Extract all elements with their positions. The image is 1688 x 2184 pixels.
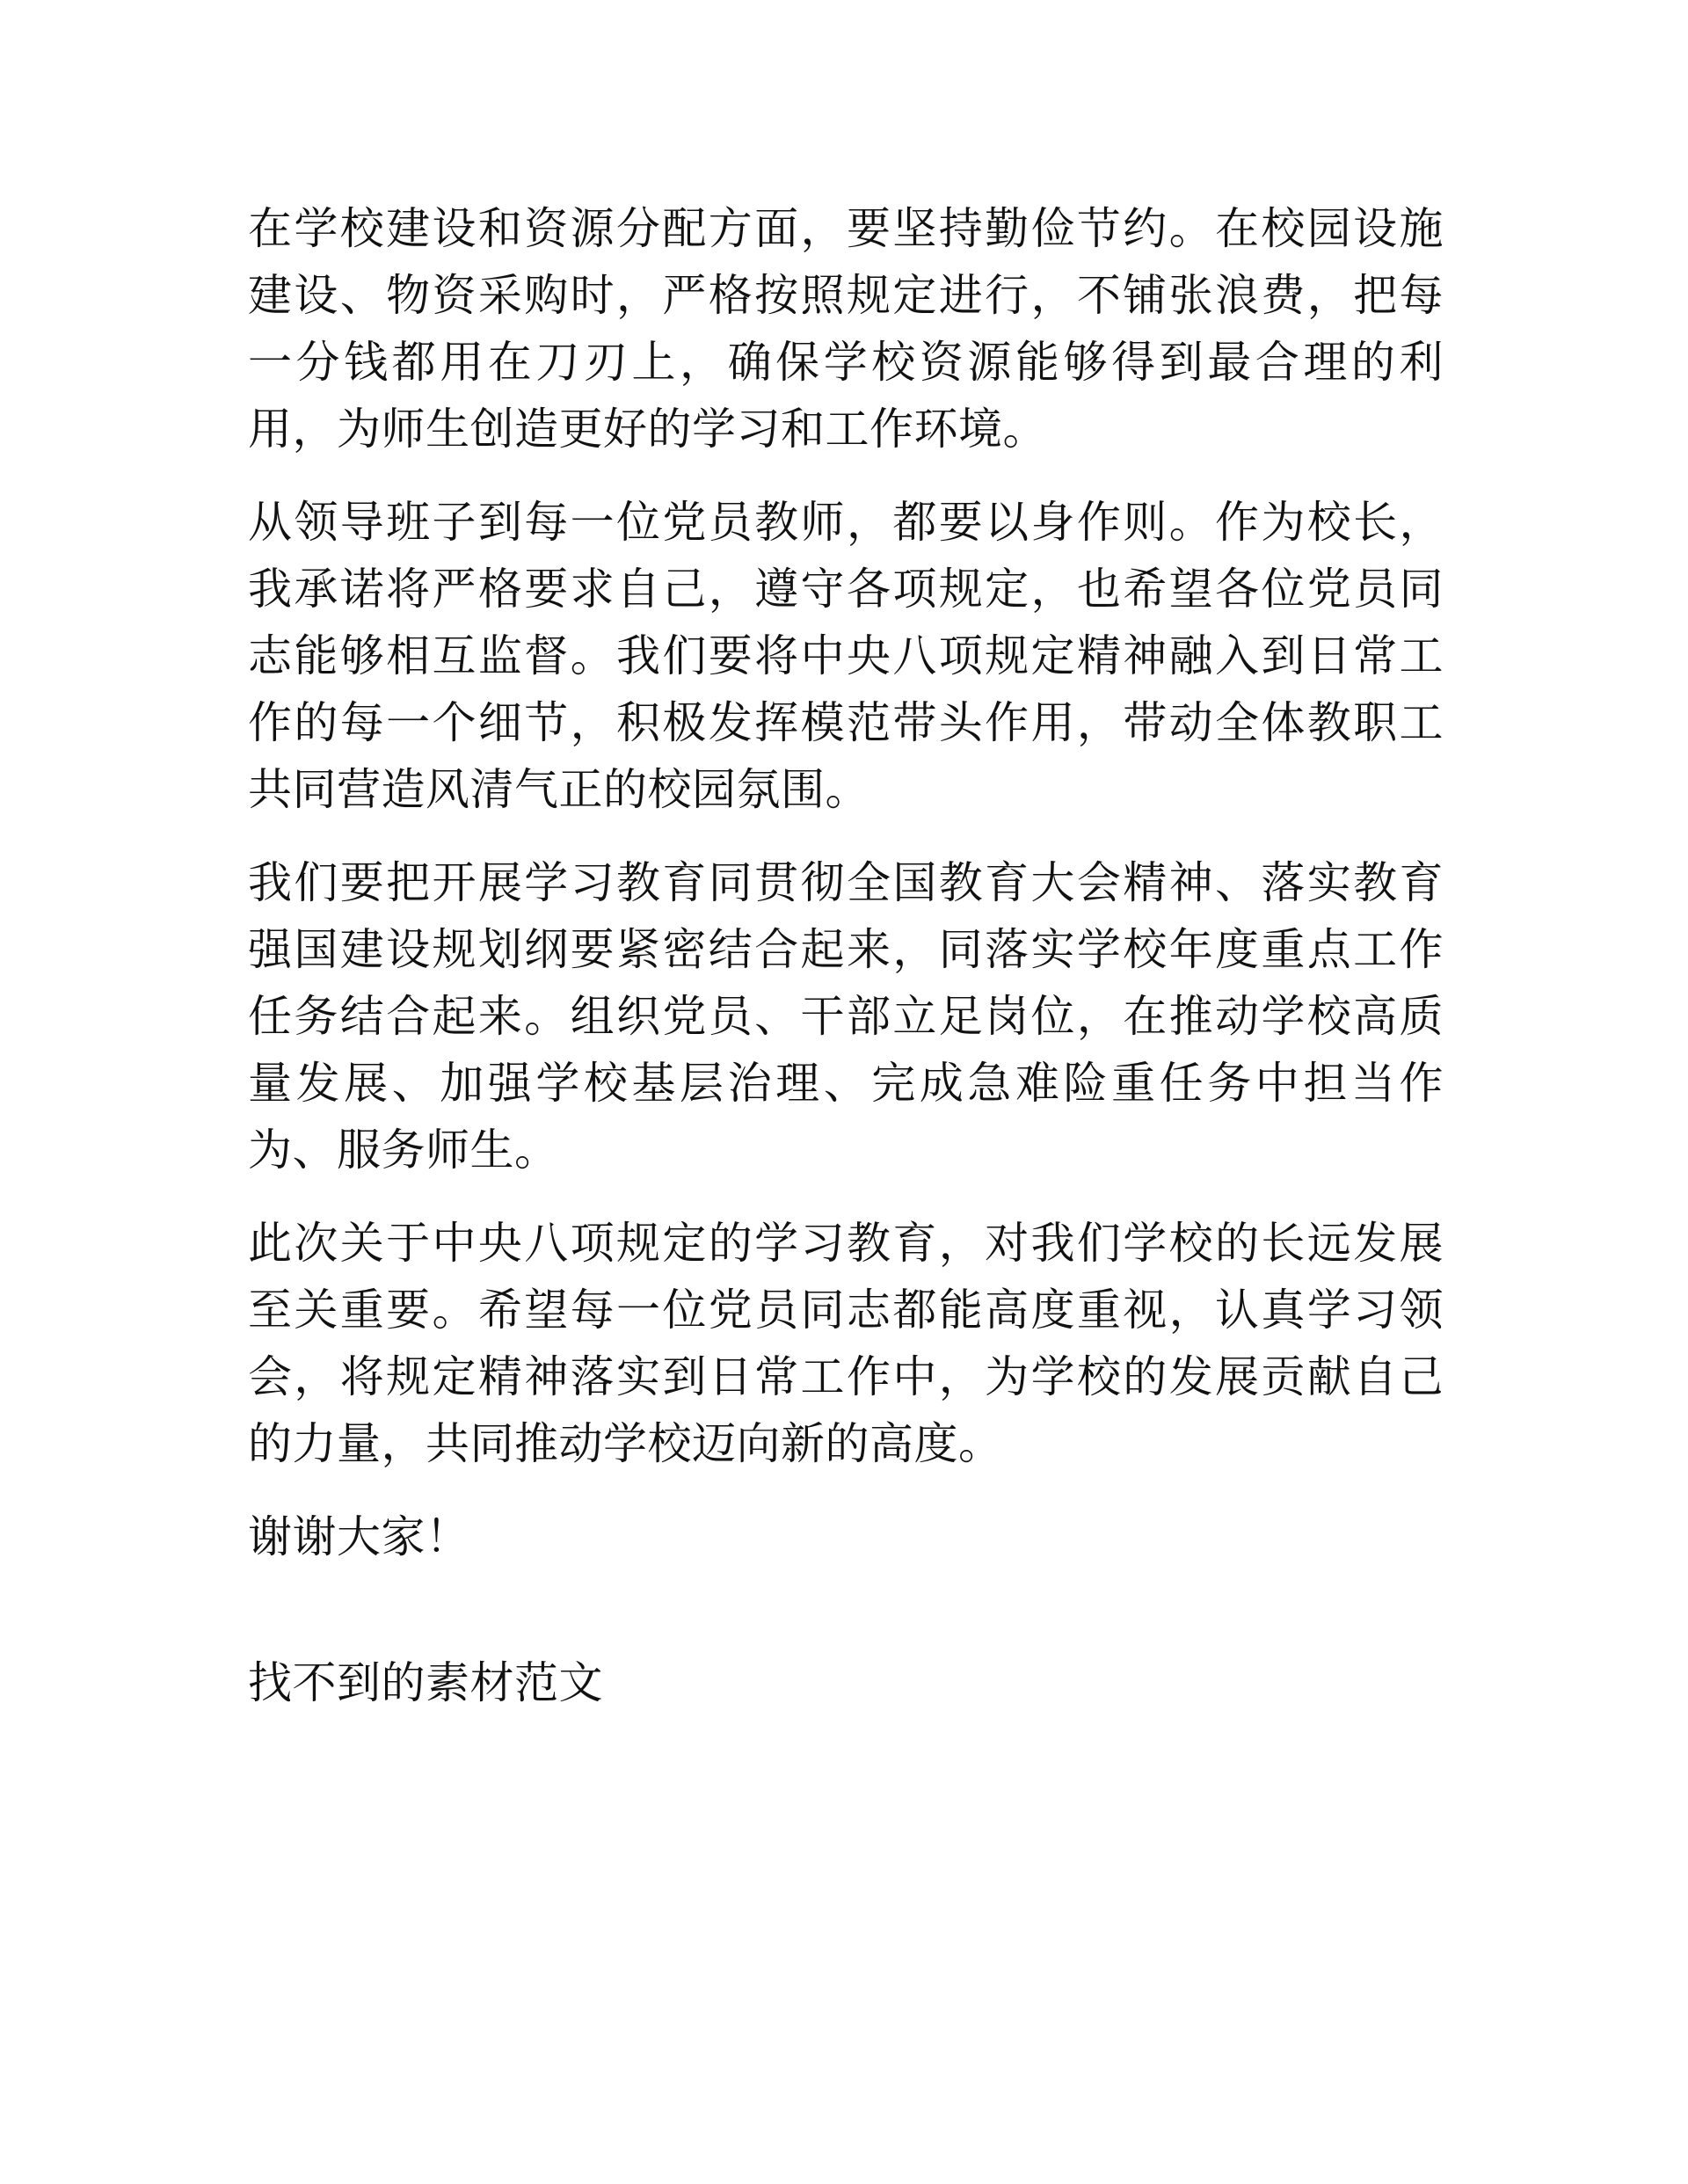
paragraph-frugality: 在学校建设和资源分配方面，要坚持勤俭节约。在校园设施建设、物资采购时，严格按照规定进行，不铺张浪费，把每一分钱都用在刀刃上，确保学校资源能够得到最合理的利用，为师生创造更好的学习和工作环境。 [248, 203, 1444, 455]
paragraph-integration: 我们要把开展学习教育同贯彻全国教育大会精神、落实教育强国建设规划纲要紧密结合起来，同落实学校年度重点工作任务结合起来。组织党员、干部立足岗位，在推动学校高质量发展、加强学校基层治理、完成急难险重任务中担当作为、服务师生。 [248, 857, 1444, 1176]
footer-note: 找不到的素材范文 [248, 1657, 603, 1708]
paragraph-leadership: 从领导班子到每一位党员教师，都要以身作则。作为校长，我承诺将严格要求自己，遵守各项规定，也希望各位党员同志能够相互监督。我们要将中央八项规定精神融入到日常工作的每一个细节，积极发挥模范带头作用，带动全体教职工共同营造风清气正的校园氛围。 [248, 497, 1444, 815]
document-body [248, 195, 1444, 1716]
paragraph-conclusion: 此次关于中央八项规定的学习教育，对我们学校的长远发展至关重要。希望每一位党员同志都能高度重视，认真学习领会，将规定精神落实到日常工作中，为学校的发展贡献自己的力量，共同推动学校迈向新的高度。 [248, 1218, 1444, 1469]
closing-thanks: 谢谢大家！ [248, 1511, 470, 1562]
